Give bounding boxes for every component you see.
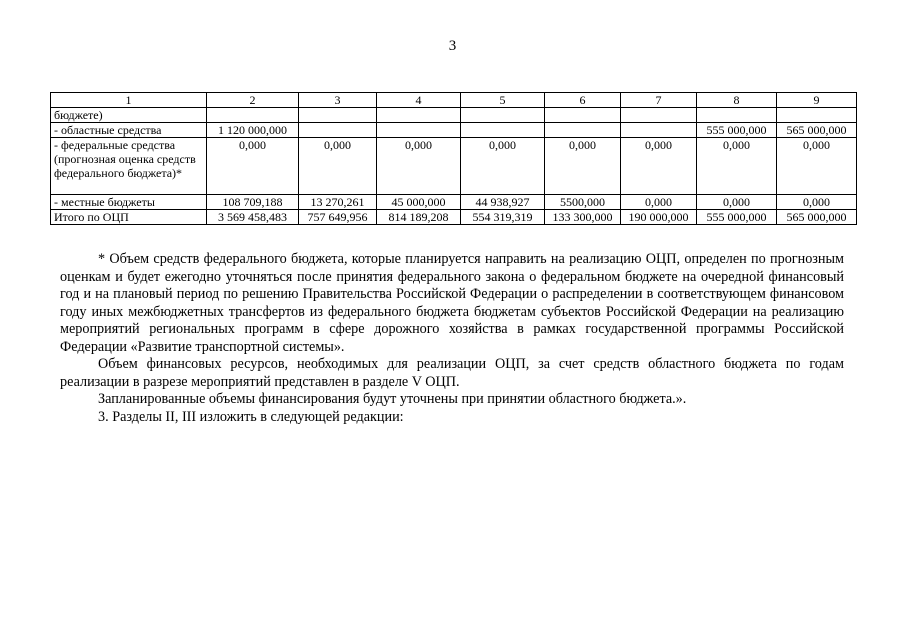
table-cell: 555 000,000 xyxy=(697,123,777,138)
table-cell: 0,000 xyxy=(545,138,621,195)
table-cell: 0,000 xyxy=(777,138,857,195)
header-cell: 3 xyxy=(299,93,377,108)
paragraph: 3. Разделы II, III изложить в следующей редакции: xyxy=(98,408,404,425)
table-cell xyxy=(377,123,461,138)
table-cell: 0,000 xyxy=(621,195,697,210)
header-cell: 6 xyxy=(545,93,621,108)
header-cell: 1 xyxy=(51,93,207,108)
table-row xyxy=(51,123,857,138)
table-row xyxy=(51,108,857,123)
row-label: Итого по ОЦП xyxy=(51,210,207,225)
table-cell: 1 120 000,000 xyxy=(207,123,299,138)
table-cell xyxy=(461,123,545,138)
body-text xyxy=(60,251,844,426)
table-cell: 0,000 xyxy=(461,138,545,195)
table-cell: 0,000 xyxy=(697,138,777,195)
table-cell: 3 569 458,483 xyxy=(207,210,299,225)
footnote-paragraph: * Объем средств федерального бюджета, которые планируется направить на реализацию ОЦП, определен по прогнозным оценкам и будет ежегодно уточняться после принятия федерального закона о федеральном бюджете на очередной финансовый год и на плановый период по решению Правительства Российской Федерации о распределении в соответствующем финансовом году иных межбюджетных трансфертов из федерального бюджета бюджетам субъектов Российской Федерации на реализацию мероприятий региональных программ в сфере дорожного хозяйства в рамках государственной программы Российской Федерации «Развитие транспортной системы». xyxy=(60,251,844,355)
table-cell xyxy=(621,123,697,138)
header-cell: 9 xyxy=(777,93,857,108)
paragraph: Запланированные объемы финансирования будут уточнены при принятии областного бюджета.». xyxy=(98,391,687,407)
header-cell: 5 xyxy=(461,93,545,108)
financing-table xyxy=(50,92,857,225)
header-cell: 7 xyxy=(621,93,697,108)
page-number: 3 xyxy=(448,38,457,54)
table-cell: 108 709,188 xyxy=(207,195,299,210)
table-row-total xyxy=(51,210,857,225)
table-cell: 0,000 xyxy=(697,195,777,210)
table-cell: 814 189,208 xyxy=(377,210,461,225)
table-cell: 0,000 xyxy=(299,138,377,195)
table-header-row xyxy=(51,93,857,108)
row-label: - федеральные средства (прогнозная оценка средств федерального бюджета)* xyxy=(51,138,207,195)
table-cell: 45 000,000 xyxy=(377,195,461,210)
header-cell: 4 xyxy=(377,93,461,108)
paragraph: Объем финансовых ресурсов, необходимых для реализации ОЦП, за счет средств областного бюджета по годам реализации в разрезе мероприятий представлен в разделе V ОЦП. xyxy=(60,356,844,390)
row-label: бюджете) xyxy=(51,108,207,123)
table-cell: 190 000,000 xyxy=(621,210,697,225)
table-cell: 0,000 xyxy=(777,195,857,210)
table-cell: 757 649,956 xyxy=(299,210,377,225)
table-cell: 13 270,261 xyxy=(299,195,377,210)
table-cell xyxy=(299,123,377,138)
table-cell: 133 300,000 xyxy=(545,210,621,225)
table-cell: 44 938,927 xyxy=(461,195,545,210)
table-row xyxy=(51,138,857,195)
table-cell: 0,000 xyxy=(377,138,461,195)
table-cell xyxy=(545,123,621,138)
table-cell: 554 319,319 xyxy=(461,210,545,225)
table-cell: 565 000,000 xyxy=(777,123,857,138)
table-cell: 5500,000 xyxy=(545,195,621,210)
table-cell: 0,000 xyxy=(621,138,697,195)
table-cell: 565 000,000 xyxy=(777,210,857,225)
header-cell: 2 xyxy=(207,93,299,108)
table-cell: 555 000,000 xyxy=(697,210,777,225)
row-label: - областные средства xyxy=(51,123,207,138)
table-row xyxy=(51,195,857,210)
table-cell: 0,000 xyxy=(207,138,299,195)
header-cell: 8 xyxy=(697,93,777,108)
row-label: - местные бюджеты xyxy=(51,195,207,210)
